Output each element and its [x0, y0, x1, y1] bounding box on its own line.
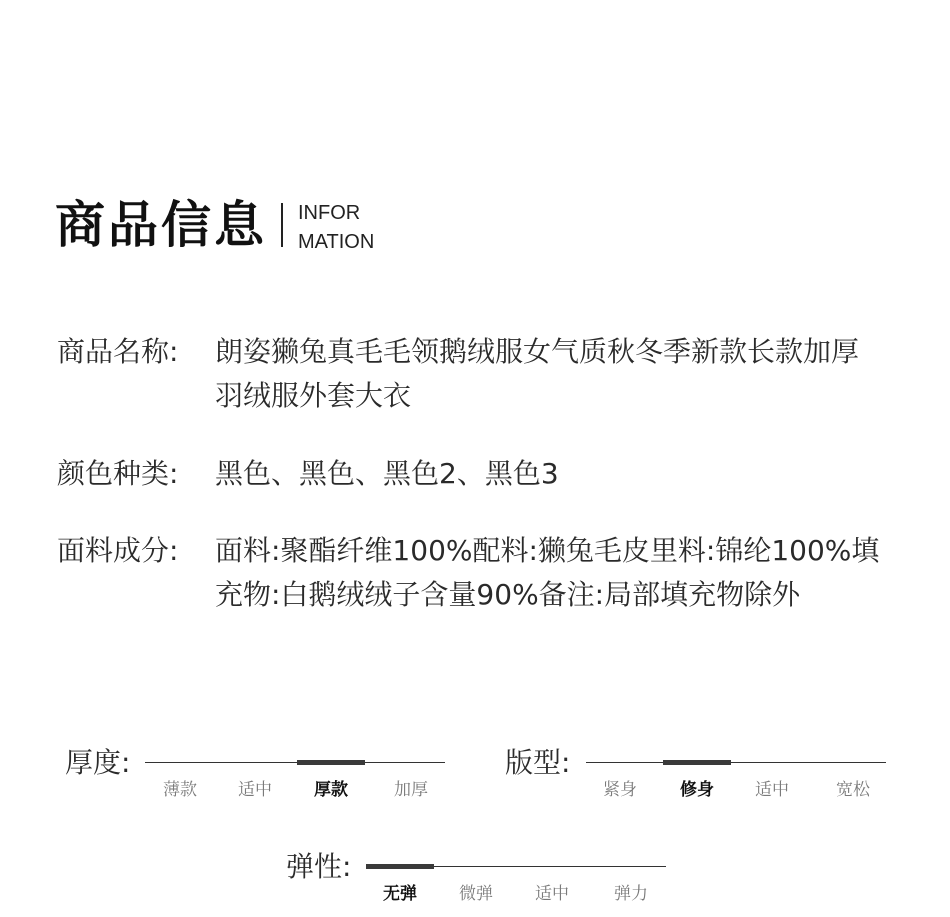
info-label: 颜色种类: [57, 457, 179, 490]
scale-option: 微弹 [459, 884, 493, 904]
info-label: 商品名称: [57, 335, 179, 368]
info-row-colors [57, 452, 885, 496]
info-value: 朗姿獭兔真毛毛领鹅绒服女气质秋冬季新款长款加厚羽绒服外套大衣 [215, 335, 860, 412]
subtitle-line-2: MATION [298, 231, 375, 253]
subtitle-line-1: INFOR [298, 202, 361, 224]
thickness-scale [65, 745, 455, 805]
section-subtitle [298, 199, 374, 257]
fit-scale [505, 745, 895, 805]
scale-line [145, 762, 445, 763]
info-row-product-name [57, 330, 885, 418]
scale-option: 适中 [755, 780, 789, 800]
scale-marker [663, 760, 731, 765]
info-value: 面料:聚酯纤维100%配料:獭兔毛皮里料:锦纶100%填充物:白鹅绒绒子含量90%备注:局部填充物除外 [215, 534, 880, 611]
scale-label: 厚度: [65, 746, 131, 779]
scale-option: 弹力 [614, 884, 648, 904]
scale-option: 薄款 [163, 780, 197, 800]
title-divider [281, 203, 283, 247]
scale-label: 弹性: [286, 850, 352, 883]
scale-option: 适中 [238, 780, 272, 800]
scale-option: 修身 [680, 780, 714, 800]
info-row-material [57, 529, 885, 617]
elasticity-scale [286, 849, 676, 911]
scale-option: 加厚 [394, 780, 428, 800]
scale-option: 紧身 [603, 780, 637, 800]
info-label: 面料成分: [57, 534, 179, 567]
section-title: 商品信息 [55, 196, 267, 254]
scale-line [586, 762, 886, 763]
scale-option: 厚款 [314, 780, 348, 800]
scale-option: 宽松 [836, 780, 870, 800]
scale-marker [366, 864, 434, 869]
scale-marker [297, 760, 365, 765]
scale-label: 版型: [505, 746, 571, 779]
scale-option: 适中 [535, 884, 569, 904]
info-value: 黑色、黑色、黑色2、黑色3 [215, 457, 559, 490]
scale-option: 无弹 [383, 884, 417, 904]
